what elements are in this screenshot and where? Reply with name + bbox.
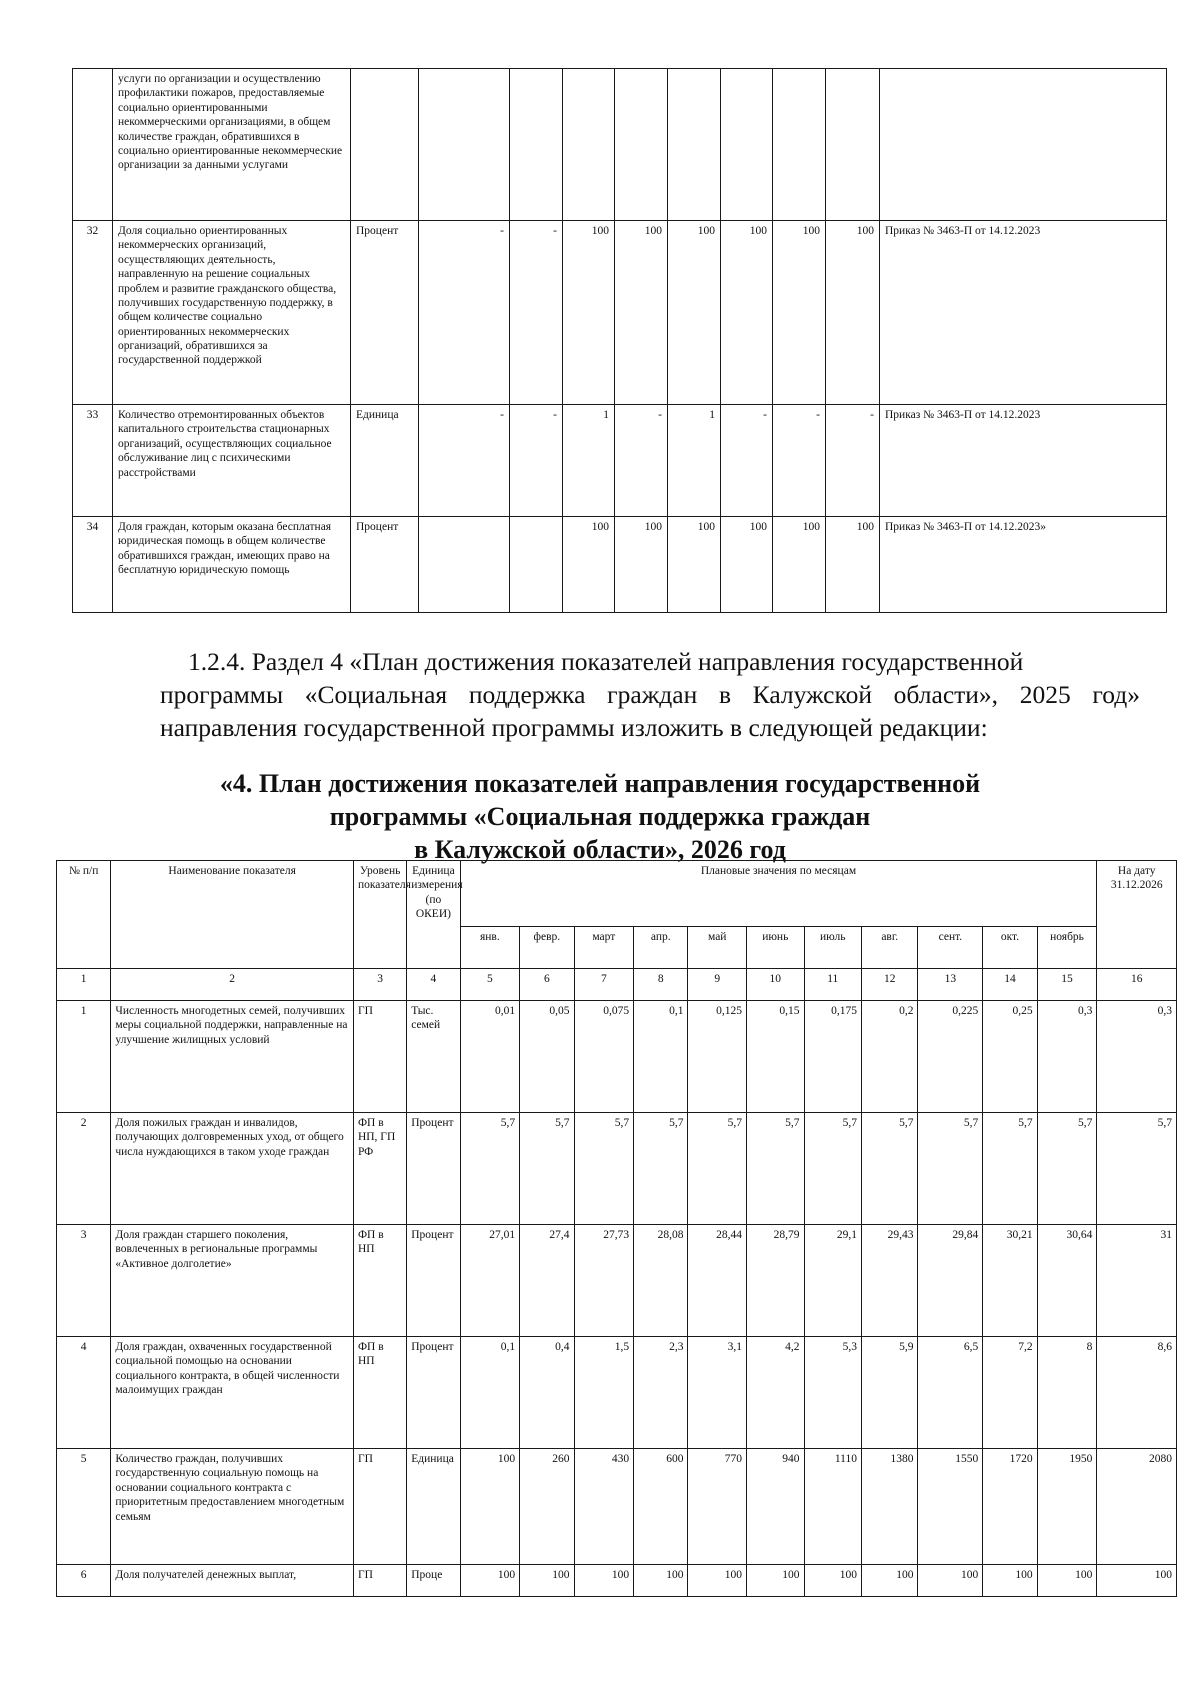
- plan-value: 1550: [918, 1449, 983, 1565]
- indicator-unit: Проце: [407, 1565, 460, 1597]
- indicator-value: 100: [773, 221, 826, 405]
- header-unit: Единица измерения (по ОКЕИ): [407, 861, 460, 969]
- indicator-name: Доля социально ориентированных некоммерческих организаций, осуществляющих деятельность, направленную на решение социальных проблем и развитие гражданского общества, получивших государственную поддержку, в общем количестве социально ориентированных некоммерческих организаций, обратившихся за государственной поддержкой: [113, 221, 351, 405]
- plan-value: 5,7: [688, 1113, 747, 1225]
- header-name: Наименование показателя: [111, 861, 354, 969]
- plan-value: 1380: [862, 1449, 918, 1565]
- plan-value: 770: [688, 1449, 747, 1565]
- indicator-name: услуги по организации и осуществлению профилактики пожаров, предоставляемые социально ориентированными некоммерческими организациями, в общем количестве граждан, обратившихся в социально ориентированные некоммерческие организации за данными услугами: [113, 69, 351, 221]
- plan-value: 5,7: [1097, 1113, 1177, 1225]
- indicator-name: Доля граждан старшего поколения, вовлеченных в региональные программы «Активное долголетие»: [111, 1225, 354, 1337]
- plan-value: 260: [520, 1449, 574, 1565]
- indicator-value: 100: [773, 517, 826, 613]
- plan-value: 100: [688, 1565, 747, 1597]
- plan-value: 8: [1037, 1337, 1097, 1449]
- plan-value: 0,3: [1037, 1001, 1097, 1113]
- indicator-name: Доля граждан, охваченных государственной социальной помощью на основании социального контракта, в общей численности малоимущих граждан: [111, 1337, 354, 1449]
- plan-value: 28,08: [634, 1225, 688, 1337]
- indicator-document: [880, 69, 1167, 221]
- column-index: 15: [1037, 969, 1097, 1001]
- indicator-level: ГП: [353, 1001, 406, 1113]
- indicator-document: Приказ № 3463-П от 14.12.2023»: [880, 517, 1167, 613]
- amendment-paragraph: [160, 645, 1140, 744]
- indicator-value: -: [615, 405, 668, 517]
- indicator-value: [668, 69, 721, 221]
- indicator-value: 1: [668, 405, 721, 517]
- indicator-document: Приказ № 3463-П от 14.12.2023: [880, 405, 1167, 517]
- month-header: март: [574, 927, 634, 969]
- plan-value: 430: [574, 1449, 634, 1565]
- plan-value: 0,175: [804, 1001, 862, 1113]
- indicator-value: [563, 69, 615, 221]
- column-index: 9: [688, 969, 747, 1001]
- paragraph-line-3: направления государственной программы изложить в следующей редакции:: [160, 713, 988, 742]
- column-index: 8: [634, 969, 688, 1001]
- month-header: авг.: [862, 927, 918, 969]
- row-number: 5: [57, 1449, 111, 1565]
- plan-value: 0,05: [520, 1001, 574, 1113]
- row-number: 32: [73, 221, 113, 405]
- indicator-value: 100: [615, 517, 668, 613]
- indicator-value: [721, 69, 773, 221]
- indicator-value: 100: [615, 221, 668, 405]
- indicator-value: -: [826, 405, 880, 517]
- plan-value: 100: [574, 1565, 634, 1597]
- plan-value: 2080: [1097, 1449, 1177, 1565]
- column-index: 10: [747, 969, 805, 1001]
- indicator-value: 100: [721, 517, 773, 613]
- plan-value: 5,7: [804, 1113, 862, 1225]
- indicator-value: 100: [826, 517, 880, 613]
- indicator-value: [419, 517, 510, 613]
- header-date: На дату 31.12.2026: [1097, 861, 1177, 969]
- indicators-table-continued: [72, 68, 1167, 613]
- plan-value: 5,7: [862, 1113, 918, 1225]
- plan-row: [57, 1225, 1177, 1337]
- indicator-row: [73, 221, 1167, 405]
- column-index: 5: [460, 969, 520, 1001]
- indicator-name: Численность многодетных семей, получивших меры социальной поддержки, направленные на улучшение жилищных условий: [111, 1001, 354, 1113]
- plan-value: 5,7: [1037, 1113, 1097, 1225]
- plan-value: 100: [804, 1565, 862, 1597]
- plan-value: 29,43: [862, 1225, 918, 1337]
- indicator-unit: Процент: [407, 1225, 460, 1337]
- indicator-unit: [351, 69, 419, 221]
- plan-row: [57, 1337, 1177, 1449]
- indicator-name: Количество отремонтированных объектов капитального строительства стационарных организаций, осуществляющих социальное обслуживание лиц с психическими расстройствами: [113, 405, 351, 517]
- plan-value: 27,01: [460, 1225, 520, 1337]
- indicator-level: ГП: [353, 1449, 406, 1565]
- indicator-unit: Процент: [351, 517, 419, 613]
- plan-value: 0,25: [983, 1001, 1037, 1113]
- plan-value: 2,3: [634, 1337, 688, 1449]
- indicator-level: ФП в НП: [353, 1225, 406, 1337]
- plan-value: 30,21: [983, 1225, 1037, 1337]
- row-number: 1: [57, 1001, 111, 1113]
- column-index: 1: [57, 969, 111, 1001]
- plan-table: [56, 860, 1177, 1597]
- column-index: 4: [407, 969, 460, 1001]
- column-index-row: [57, 969, 1177, 1001]
- indicator-value: [510, 517, 563, 613]
- indicator-value: 100: [721, 221, 773, 405]
- plan-row: [57, 1565, 1177, 1597]
- indicator-unit: Процент: [407, 1113, 460, 1225]
- indicator-level: ГП: [353, 1565, 406, 1597]
- indicator-unit: Единица: [407, 1449, 460, 1565]
- indicator-name: Доля граждан, которым оказана бесплатная юридическая помощь в общем количестве обратившихся граждан, имеющих право на бесплатную юридическую помощь: [113, 517, 351, 613]
- plan-value: 0,4: [520, 1337, 574, 1449]
- month-header: июнь: [747, 927, 805, 969]
- indicator-value: -: [419, 221, 510, 405]
- indicator-value: [510, 69, 563, 221]
- indicator-value: 100: [668, 517, 721, 613]
- indicator-value: 100: [563, 517, 615, 613]
- indicator-value: 100: [563, 221, 615, 405]
- indicator-value: -: [773, 405, 826, 517]
- row-number: [73, 69, 113, 221]
- plan-value: 100: [520, 1565, 574, 1597]
- indicator-row: [73, 69, 1167, 221]
- plan-value: 4,2: [747, 1337, 805, 1449]
- header-num: № п/п: [57, 861, 111, 969]
- row-number: 3: [57, 1225, 111, 1337]
- plan-value: 27,4: [520, 1225, 574, 1337]
- plan-value: 0,075: [574, 1001, 634, 1113]
- column-index: 11: [804, 969, 862, 1001]
- plan-value: 0,1: [460, 1337, 520, 1449]
- plan-value: 100: [634, 1565, 688, 1597]
- plan-value: 5,7: [983, 1113, 1037, 1225]
- month-header: апр.: [634, 927, 688, 969]
- section-title: [0, 767, 1200, 866]
- indicator-name: Доля получателей денежных выплат,: [111, 1565, 354, 1597]
- plan-value: 1950: [1037, 1449, 1097, 1565]
- column-index: 3: [353, 969, 406, 1001]
- indicator-unit: Процент: [407, 1337, 460, 1449]
- plan-value: 940: [747, 1449, 805, 1565]
- indicator-value: [773, 69, 826, 221]
- indicator-value: [419, 69, 510, 221]
- plan-value: 1110: [804, 1449, 862, 1565]
- plan-value: 100: [983, 1565, 1037, 1597]
- plan-row: [57, 1001, 1177, 1113]
- plan-value: 28,79: [747, 1225, 805, 1337]
- plan-value: 7,2: [983, 1337, 1037, 1449]
- plan-value: 31: [1097, 1225, 1177, 1337]
- plan-row: [57, 1113, 1177, 1225]
- indicator-document: Приказ № 3463-П от 14.12.2023: [880, 221, 1167, 405]
- column-index: 13: [918, 969, 983, 1001]
- title-line-3: в Калужской области», 2026 год: [414, 835, 786, 864]
- paragraph-line-2: программы «Социальная поддержка граждан в Калужской области», 2025 год»: [160, 680, 1140, 709]
- indicator-unit: Тыс. семей: [407, 1001, 460, 1113]
- header-level: Уровень показателя: [353, 861, 406, 969]
- plan-value: 100: [1037, 1565, 1097, 1597]
- month-header: июль: [804, 927, 862, 969]
- indicator-unit: Процент: [351, 221, 419, 405]
- month-header: февр.: [520, 927, 574, 969]
- plan-value: 5,9: [862, 1337, 918, 1449]
- month-header: окт.: [983, 927, 1037, 969]
- indicator-row: [73, 517, 1167, 613]
- month-header: май: [688, 927, 747, 969]
- plan-value: 30,64: [1037, 1225, 1097, 1337]
- plan-value: 100: [747, 1565, 805, 1597]
- indicator-value: 100: [668, 221, 721, 405]
- indicator-level: ФП в НП, ГП РФ: [353, 1113, 406, 1225]
- indicator-value: -: [510, 405, 563, 517]
- indicator-value: [615, 69, 668, 221]
- month-header: янв.: [460, 927, 520, 969]
- month-header: ноябрь: [1037, 927, 1097, 969]
- plan-value: 3,1: [688, 1337, 747, 1449]
- plan-value: 5,7: [574, 1113, 634, 1225]
- plan-row: [57, 1449, 1177, 1565]
- plan-value: 100: [862, 1565, 918, 1597]
- plan-value: 100: [1097, 1565, 1177, 1597]
- plan-value: 0,2: [862, 1001, 918, 1113]
- title-line-1: «4. План достижения показателей направления государственной: [219, 769, 981, 798]
- indicator-value: -: [721, 405, 773, 517]
- plan-value: 29,1: [804, 1225, 862, 1337]
- plan-value: 5,7: [520, 1113, 574, 1225]
- column-index: 14: [983, 969, 1037, 1001]
- plan-value: 6,5: [918, 1337, 983, 1449]
- indicator-row: [73, 405, 1167, 517]
- plan-value: 5,7: [460, 1113, 520, 1225]
- indicator-value: [826, 69, 880, 221]
- plan-value: 0,01: [460, 1001, 520, 1113]
- indicator-name: Количество граждан, получивших государственную социальную помощь на основании социального контракта с приоритетным предоставлением многодетным семьям: [111, 1449, 354, 1565]
- indicator-value: -: [510, 221, 563, 405]
- column-index: 16: [1097, 969, 1177, 1001]
- indicator-name: Доля пожилых граждан и инвалидов, получающих долговременных уход, от общего числа нуждающихся в таком уходе граждан: [111, 1113, 354, 1225]
- indicator-value: 1: [563, 405, 615, 517]
- indicator-value: -: [419, 405, 510, 517]
- row-number: 33: [73, 405, 113, 517]
- header-monthly: Плановые значения по месяцам: [460, 861, 1097, 927]
- plan-value: 5,3: [804, 1337, 862, 1449]
- plan-value: 1,5: [574, 1337, 634, 1449]
- plan-value: 600: [634, 1449, 688, 1565]
- column-index: 6: [520, 969, 574, 1001]
- plan-value: 8,6: [1097, 1337, 1177, 1449]
- plan-value: 0,1: [634, 1001, 688, 1113]
- plan-value: 1720: [983, 1449, 1037, 1565]
- plan-value: 100: [460, 1449, 520, 1565]
- column-index: 12: [862, 969, 918, 1001]
- plan-value: 0,125: [688, 1001, 747, 1113]
- row-number: 34: [73, 517, 113, 613]
- title-line-2: программы «Социальная поддержка граждан: [329, 802, 871, 831]
- plan-value: 0,15: [747, 1001, 805, 1113]
- row-number: 6: [57, 1565, 111, 1597]
- plan-value: 100: [918, 1565, 983, 1597]
- paragraph-line-1: 1.2.4. Раздел 4 «План достижения показателей направления государственной: [188, 647, 1024, 676]
- row-number: 4: [57, 1337, 111, 1449]
- plan-value: 5,7: [747, 1113, 805, 1225]
- plan-value: 0,3: [1097, 1001, 1177, 1113]
- indicator-unit: Единица: [351, 405, 419, 517]
- row-number: 2: [57, 1113, 111, 1225]
- plan-value: 29,84: [918, 1225, 983, 1337]
- plan-value: 0,225: [918, 1001, 983, 1113]
- plan-value: 27,73: [574, 1225, 634, 1337]
- column-index: 2: [111, 969, 354, 1001]
- month-header: сент.: [918, 927, 983, 969]
- indicator-level: ФП в НП: [353, 1337, 406, 1449]
- plan-value: 100: [460, 1565, 520, 1597]
- indicator-value: 100: [826, 221, 880, 405]
- plan-value: 5,7: [634, 1113, 688, 1225]
- plan-value: 28,44: [688, 1225, 747, 1337]
- column-index: 7: [574, 969, 634, 1001]
- plan-value: 5,7: [918, 1113, 983, 1225]
